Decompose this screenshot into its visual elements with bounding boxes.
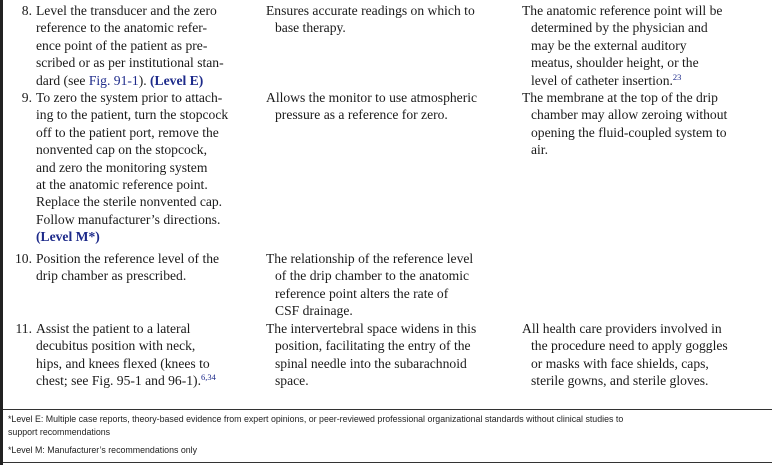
text-line (36, 54, 224, 71)
text-line (266, 320, 476, 337)
text-segment: hips, and knees flexed (knees to (36, 355, 210, 371)
text-segment: air. (531, 142, 548, 158)
text-line (522, 141, 727, 158)
text-segment: chamber may allow zeroing without (531, 107, 728, 123)
text-line (36, 19, 224, 36)
evidence-level: (Level M*) (36, 229, 100, 245)
text-segment: base therapy. (275, 20, 346, 36)
text-segment: Assist the patient to a lateral (36, 321, 191, 336)
text-segment: drip chamber as prescribed. (36, 268, 187, 284)
text-line (522, 372, 728, 389)
text-line (522, 37, 722, 54)
text-line (522, 124, 727, 141)
text-segment: nonvented cap on the stopcock, (36, 142, 208, 158)
text-line (522, 89, 727, 106)
text-line (36, 320, 216, 337)
footnote-level-e-cont: support recommendations (8, 427, 111, 438)
text-segment: All health care providers involved in (522, 321, 722, 336)
text-segment: determined by the physician and (531, 20, 708, 36)
text-line (36, 72, 224, 89)
text-segment: Ensures accurate readings on which to (266, 3, 475, 18)
text-line (522, 337, 728, 354)
step-number: 8. (21, 3, 32, 18)
text-line (266, 19, 475, 36)
text-segment: To zero the system prior to attach- (36, 90, 223, 105)
text-segment: Allows the monitor to use atmospheric (266, 90, 478, 105)
text-line (36, 355, 216, 372)
step-number: 10. (15, 251, 32, 266)
text-segment: spinal needle into the subarachnoid (275, 355, 467, 371)
text-line (266, 372, 476, 389)
rationale-cell (266, 89, 477, 124)
special-considerations-cell (522, 320, 728, 390)
table-bottom-rule (3, 409, 772, 410)
text-segment: of the drip chamber to the anatomic (275, 268, 470, 284)
text-segment: Level the transducer and the zero (36, 3, 217, 18)
text-line (522, 19, 722, 36)
footnote-level-m: *Level M: Manufacturer’s recommendations only (8, 445, 198, 456)
step-number: 11. (15, 321, 32, 336)
footnote-bottom-rule (3, 462, 772, 463)
figure-link[interactable]: Fig. 91-1 (88, 72, 139, 88)
text-line (522, 2, 722, 19)
text-segment: sterile gowns, and sterile gloves. (531, 373, 709, 389)
text-segment: The relationship of the reference level (266, 251, 474, 266)
text-segment: scribed or as per institutional stan- (36, 55, 224, 71)
text-line (36, 141, 228, 158)
text-segment: ence point of the patient as pre- (36, 37, 208, 53)
text-segment: The membrane at the top of the drip (522, 90, 718, 105)
left-border (0, 0, 3, 465)
text-line (522, 72, 722, 89)
text-segment: Position the reference level of the (36, 251, 220, 266)
special-considerations-cell (522, 89, 727, 159)
text-line (266, 2, 475, 19)
special-considerations-cell (522, 2, 722, 89)
text-segment: pressure as a reference for zero. (275, 107, 448, 123)
text-segment: reference point alters the rate of (275, 285, 449, 301)
reference-superscript: 6,34 (200, 372, 216, 383)
text-segment: opening the fluid-coupled system to (531, 124, 727, 140)
text-segment: meatus, shoulder height, or the (531, 55, 699, 71)
text-segment: may be the external auditory (531, 37, 687, 53)
text-line (36, 211, 228, 228)
text-line (266, 302, 473, 319)
text-line (36, 228, 228, 245)
text-segment: decubitus position with neck, (36, 338, 196, 354)
rationale-cell (266, 2, 475, 37)
text-line (266, 250, 473, 267)
text-line (36, 159, 228, 176)
text-segment: CSF drainage. (275, 303, 353, 319)
text-line (36, 250, 219, 267)
text-segment: The intervertebral space widens in this (266, 321, 477, 336)
text-line (266, 337, 476, 354)
text-segment: the procedure need to apply goggles (531, 338, 728, 354)
steps-cell (36, 320, 216, 390)
text-line (36, 89, 228, 106)
text-segment: The anatomic reference point will be (522, 3, 723, 18)
text-segment: position, facilitating the entry of the (275, 338, 471, 354)
text-line (36, 337, 216, 354)
text-segment: chest; see Fig. 95-1 and 96-1). (36, 373, 201, 389)
text-line (36, 124, 228, 141)
text-line (36, 106, 228, 123)
text-line (522, 355, 728, 372)
text-line (36, 176, 228, 193)
text-line (36, 37, 224, 54)
text-segment: Follow manufacturer’s directions. (36, 211, 221, 227)
text-line (266, 285, 473, 302)
text-line (36, 193, 228, 210)
text-segment: and zero the monitoring system (36, 159, 208, 175)
text-line (36, 267, 219, 284)
text-segment: Replace the sterile nonvented cap. (36, 194, 223, 210)
text-line (36, 372, 216, 389)
reference-superscript: 23 (672, 71, 682, 82)
footnote-level-e: *Level E: Multiple case reports, theory-based evidence from expert opinions, or peer-reviewed professional organizational standards without clinical studies to (8, 414, 624, 425)
text-segment: off to the patient port, remove the (36, 124, 219, 140)
text-segment: ing to the patient, turn the stopcock (36, 107, 229, 123)
text-line (266, 355, 476, 372)
rationale-cell (266, 250, 473, 320)
text-segment: reference to the anatomic refer- (36, 20, 208, 36)
text-line (522, 320, 728, 337)
steps-cell (36, 2, 224, 89)
text-line (266, 267, 473, 284)
evidence-level: (Level E) (150, 72, 204, 88)
text-segment: space. (275, 373, 309, 389)
text-segment: dard (see (36, 72, 89, 88)
text-segment: ). (138, 72, 151, 88)
text-line (522, 54, 722, 71)
text-line (522, 106, 727, 123)
text-segment: at the anatomic reference point. (36, 177, 208, 193)
text-segment: level of catheter insertion. (531, 72, 673, 88)
text-line (36, 2, 224, 19)
steps-cell (36, 250, 219, 285)
text-line (266, 89, 477, 106)
text-segment: or masks with face shields, caps, (531, 355, 709, 371)
step-number: 9. (21, 90, 32, 105)
rationale-cell (266, 320, 476, 390)
steps-cell (36, 89, 228, 246)
text-line (266, 106, 477, 123)
